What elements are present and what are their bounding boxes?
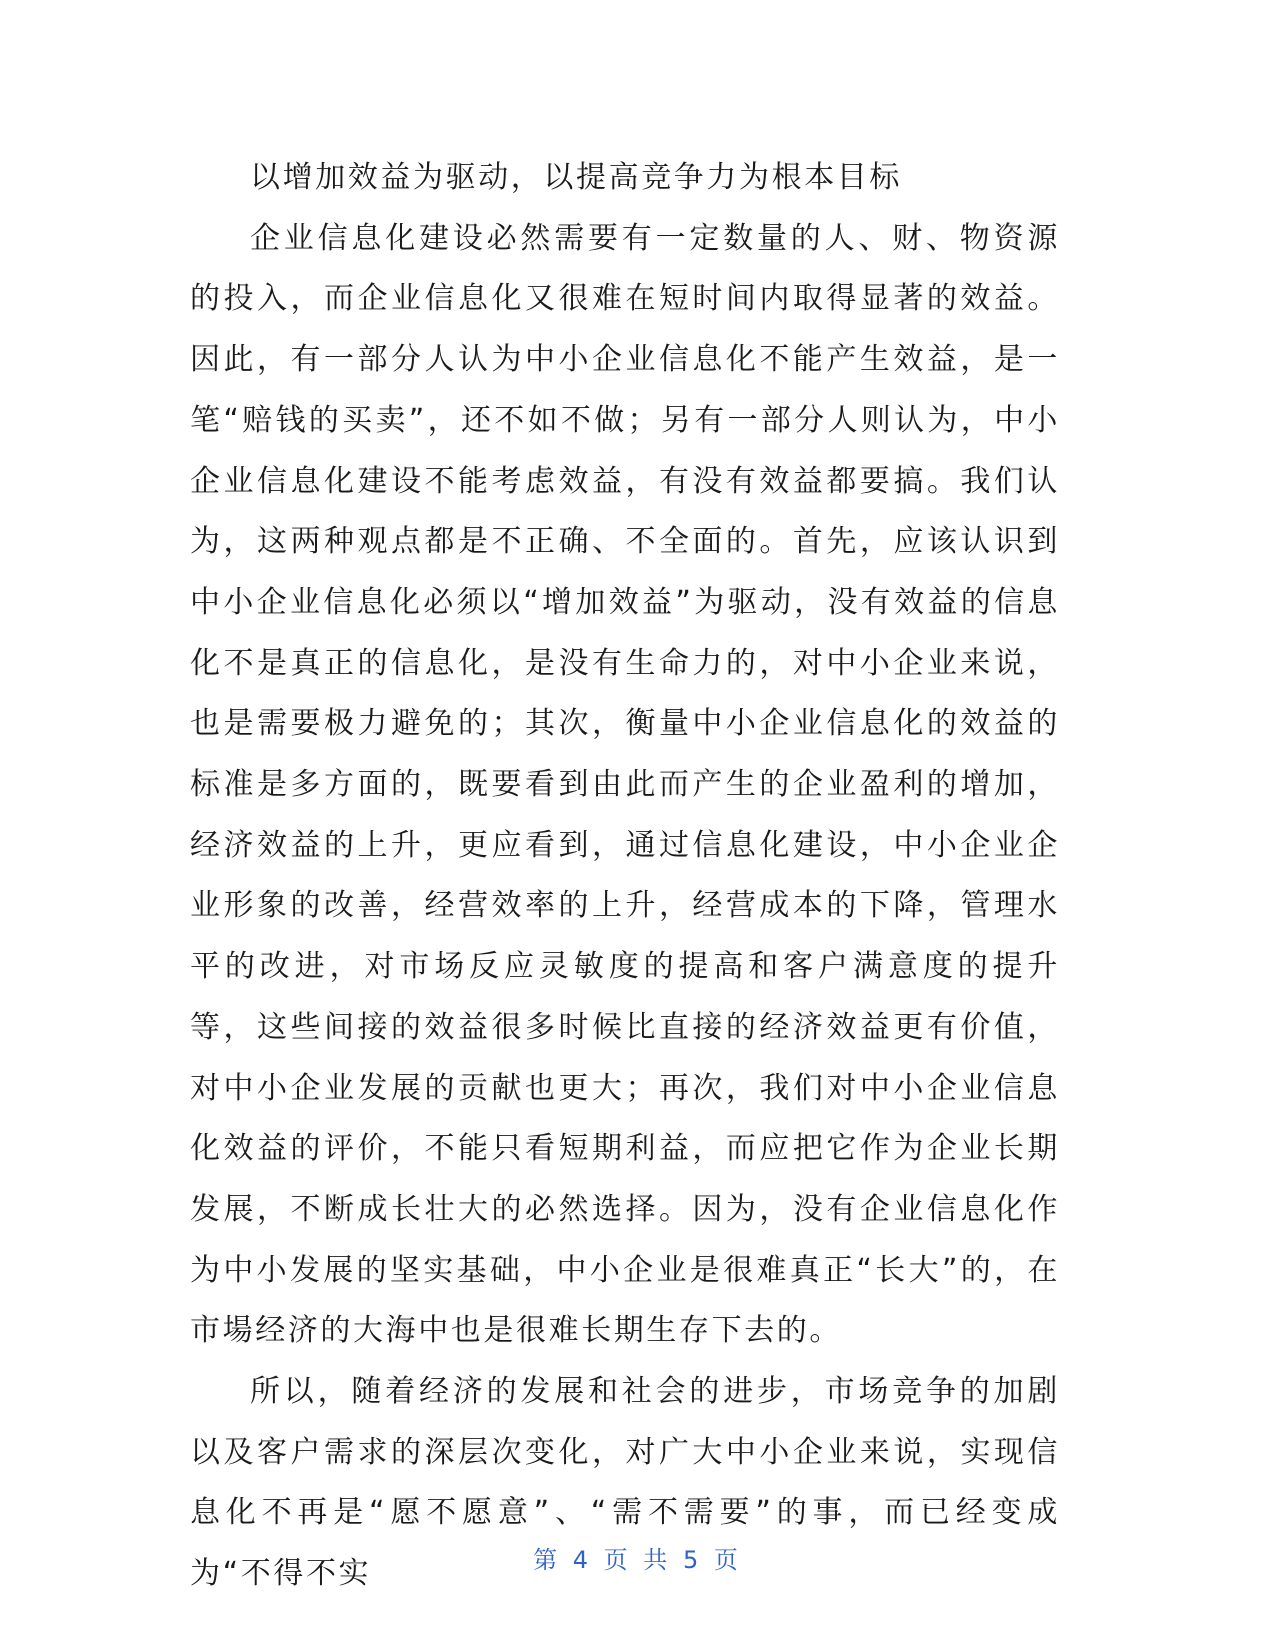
body-paragraph: 企业信息化建设必然需要有一定数量的人、财、物资源的投入，而企业信息化又很难在短时间内取得显著的效益。因此，有一部分人认为中小企业信息化不能产生效益，是一笔“赔钱的买卖”，还不如不做；另有一部分人则认为，中小企业信息化建设不能考虑效益，有没有效益都要搞。我们认为，这两种观点都是不正确、不全面的。首先，应该认识到中小企业信息化必须以“增加效益”为驱动，没有效益的信息化不是真正的信息化，是没有生命力的，对中小企业来说，也是需要极力避免的；其次，衡量中小企业信息化的效益的标准是多方面的，既要看到由此而产生的企业盈利的增加，经济效益的上升，更应看到，通过信息化建设，中小企业企业形象的改善，经营效率的上升，经营成本的下降，管理水平的改进，对市场反应灵敏度的提高和客户满意度的提升等，这些间接的效益很多时候比直接的经济效益更有价值，对中小企业发展的贡献也更大；再次，我们对中小企业信息化效益的评价，不能只看短期利益，而应把它作为企业长期发展，不断成长壮大的必然选择。因为，没有企业信息化作为中小发展的坚实基础，中小企业是很难真正“长大”的，在市場经济的大海中也是很难长期生存下去的。 [190, 220, 1060, 1349]
document-body [190, 148, 1060, 1605]
section-heading: 以增加效益为驱动，以提高竞争力为根本目标 [250, 160, 902, 195]
page-number-footer: 第 4 页 共 5 页 [533, 1546, 742, 1574]
body-paragraph: 所以，随着经济的发展和社会的进步，市场竞争的加剧以及客户需求的深层次变化，对广大中小企业来说，实现信息化不再是“愿不愿意”、“需不需要”的事，而已经变成为“不得不实 [190, 1374, 1060, 1592]
